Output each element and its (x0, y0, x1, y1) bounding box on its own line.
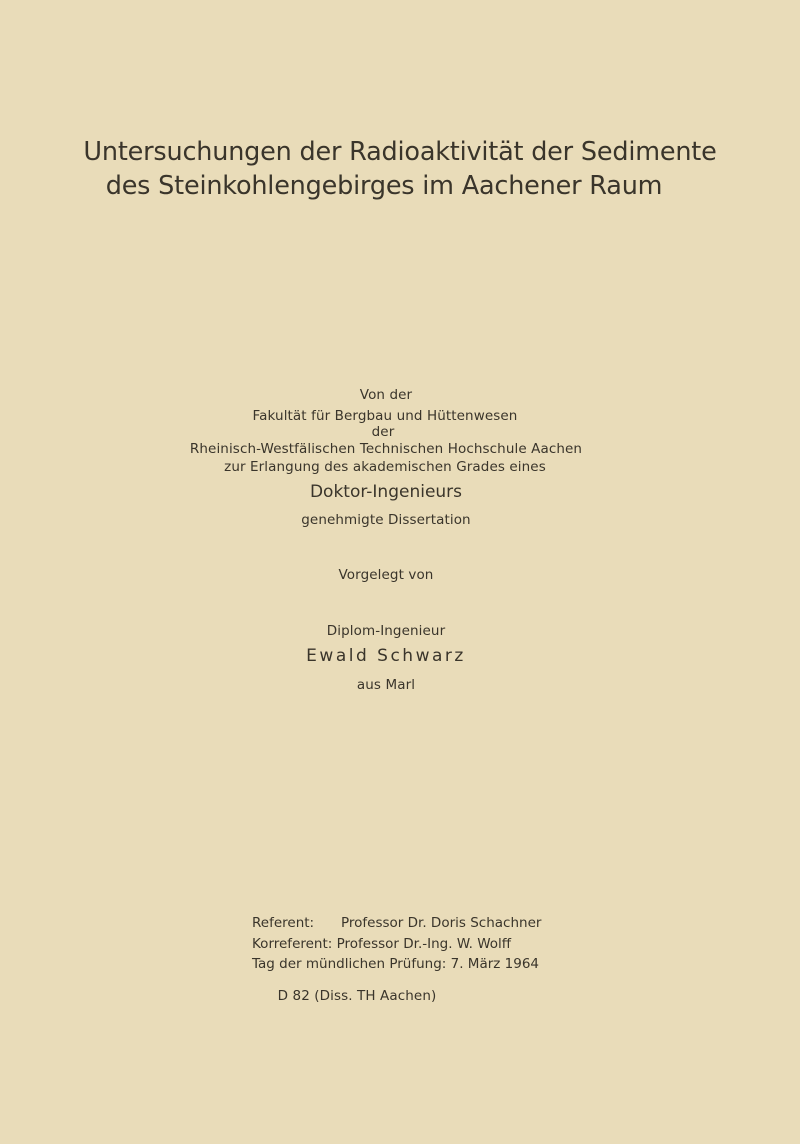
faculty-text: Fakultät für Bergbau und Hüttenwesen (252, 408, 518, 424)
exam-value: 7. März 1964 (450, 956, 540, 972)
presented-by-text: Vorgelegt von (338, 567, 434, 583)
korreferent-value: Professor Dr.-Ing. W. Wolff (336, 935, 512, 952)
author-name: Ewald Schwarz (306, 646, 466, 666)
title-line-2: des Steinkohlengebirges im Aachener Raum (105, 171, 663, 201)
referent-label: Referent: (252, 915, 315, 931)
von-der-text: Von der (359, 387, 413, 403)
university-text: Rheinisch-Westfälischen Technischen Hochschule Aachen (189, 441, 583, 457)
referent-value: Professor Dr. Doris Schachner (341, 915, 542, 931)
author-title-text: Diplom-Ingenieur (326, 623, 446, 639)
referent-row (252, 913, 541, 934)
der-text: der (371, 424, 395, 440)
exam-date-row (252, 954, 541, 975)
exam-label: Tag der mündlichen Prüfung: (252, 956, 447, 972)
purpose-text: zur Erlangung des akademischen Grades eines (224, 459, 546, 475)
degree-text: Doktor-Ingenieurs (309, 482, 463, 502)
title-line-1: Untersuchungen der Radioaktivität der Sedimente (83, 137, 717, 167)
committee-block (252, 913, 541, 975)
korreferent-row (252, 934, 541, 955)
author-origin-text: aus Marl (356, 677, 416, 693)
dissertation-code: D 82 (Diss. TH Aachen) (277, 988, 437, 1004)
korreferent-label: Korreferent: (252, 935, 333, 952)
approved-text: genehmigte Dissertation (301, 512, 471, 528)
